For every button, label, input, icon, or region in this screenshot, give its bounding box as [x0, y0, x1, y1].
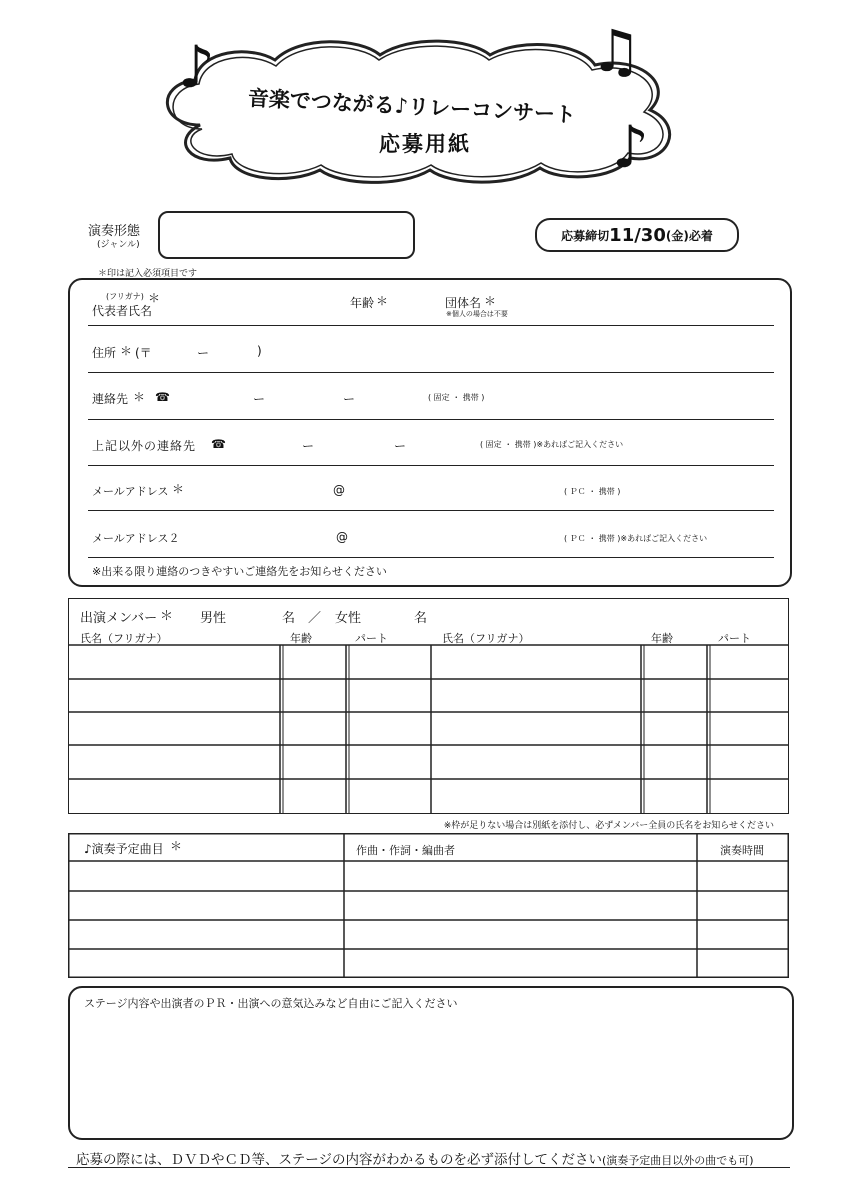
genre-label: 演奏形態 — [88, 224, 141, 239]
deadline-prefix: 応募締切 — [561, 228, 610, 243]
address-label: 住所 — [92, 346, 117, 360]
pr-label: ステージ内容や出演者のＰＲ・出演への意気込みなど自由にご記入ください — [84, 997, 458, 1010]
phone-dash-1: ー — [253, 392, 266, 406]
event-title: 音楽でつながる♪リレーコンサート — [247, 86, 577, 128]
song-time-input[interactable] — [700, 864, 786, 888]
postal-dash: ー — [197, 346, 210, 360]
footer-sub: (演奏予定曲目以外の曲でも可) — [601, 1154, 754, 1167]
songs-required-mark: ＊ — [170, 839, 183, 853]
members-required-mark: ＊ — [160, 609, 174, 624]
count-slash: ／ — [308, 611, 322, 626]
music-note-icon: ♪ — [178, 33, 216, 101]
name-required-mark: ＊ — [148, 291, 161, 305]
phone2-type: ( 固定 ・ 携帯 )※あればご記入ください — [480, 440, 624, 449]
divider — [88, 465, 774, 466]
contact-label: 連絡先 — [92, 392, 129, 406]
other-contact-label: 上記以外の連絡先 — [92, 439, 197, 453]
genre-input[interactable] — [164, 216, 407, 252]
representative-name-label: 代表者氏名 — [92, 304, 153, 318]
phone2-dash-1: ー — [302, 439, 315, 453]
footer-main: 応募の際には、ＤＶＤやＣＤ等、ステージの内容がわかるものを必ず添付してください — [76, 1152, 602, 1168]
member-part-input[interactable] — [712, 650, 786, 676]
address-input[interactable] — [270, 340, 770, 364]
email-label: メールアドレス — [92, 485, 169, 498]
divider — [88, 557, 774, 558]
col-part-left: パート — [355, 632, 388, 645]
email-local-input[interactable] — [200, 479, 330, 501]
phone-dash-2: ー — [343, 392, 356, 406]
email2-at: @ — [336, 530, 348, 544]
email2-local-input[interactable] — [200, 526, 330, 548]
email2-domain-input[interactable] — [352, 526, 552, 548]
col-age-right: 年齢 — [651, 632, 673, 645]
members-note: ※枠が足りない場合は別紙を添付し、必ずメンバー全員の氏名をお知らせください — [443, 821, 774, 831]
member-name-input[interactable] — [436, 650, 638, 676]
divider — [88, 510, 774, 511]
representative-name-input[interactable] — [170, 300, 340, 322]
col-age-left: 年齢 — [290, 632, 312, 645]
group-name-input[interactable] — [525, 300, 765, 322]
email-at: @ — [333, 483, 345, 497]
female-unit: 名 — [414, 611, 428, 626]
member-age-input[interactable] — [648, 650, 703, 676]
phone2-dash-2: ー — [394, 439, 407, 453]
postal-close: ) — [257, 344, 262, 358]
col-name-right: 氏名（フリガナ） — [442, 632, 530, 645]
music-note-icon-2: ♪ — [612, 113, 650, 181]
deadline-badge — [535, 218, 739, 252]
male-label: 男性 — [200, 611, 227, 626]
male-count-input[interactable] — [235, 604, 280, 624]
divider — [88, 325, 774, 326]
email2-label: メールアドレス２ — [92, 532, 180, 545]
age-label: 年齢 — [350, 296, 375, 310]
phone-type: ( 固定 ・ 携帯 ) — [428, 393, 485, 402]
age-required-mark: ＊ — [376, 294, 389, 308]
female-label: 女性 — [335, 611, 362, 626]
email-type: ( ＰＣ ・ 携帯 ) — [564, 487, 621, 496]
pr-textarea[interactable] — [78, 1015, 780, 1131]
footer-note — [76, 1148, 754, 1168]
email-domain-input[interactable] — [350, 479, 550, 501]
deadline-suffix: 必着 — [688, 228, 713, 243]
contact-note: ※出来る限り連絡のつきやすいご連絡先をお知らせください — [92, 565, 387, 578]
col-name-left: 氏名（フリガナ） — [80, 632, 168, 645]
deadline-date: 11/30 — [609, 224, 666, 246]
form-title: 応募用紙 — [379, 132, 471, 156]
song-title-input[interactable] — [72, 864, 342, 888]
group-name-label: 団体名 — [445, 296, 482, 310]
genre-sub-label: (ジャンル) — [97, 240, 140, 250]
col-time: 演奏時間 — [720, 844, 764, 857]
male-unit: 名 — [282, 611, 296, 626]
member-name-input[interactable] — [72, 650, 277, 676]
female-count-input[interactable] — [370, 604, 412, 624]
beamed-notes-icon: ♫ — [590, 17, 642, 85]
deadline-day: (金) — [665, 228, 689, 243]
song-composer-input[interactable] — [348, 864, 694, 888]
email-required-mark: ＊ — [172, 482, 185, 496]
col-composer: 作曲・作詞・編曲者 — [356, 844, 455, 857]
group-required-mark: ＊ — [484, 294, 497, 308]
songs-title: ♪演奏予定曲目 — [84, 842, 164, 856]
divider — [88, 372, 774, 373]
members-title: 出演メンバー — [80, 611, 158, 626]
group-note: ※個人の場合は不要 — [446, 310, 508, 318]
phone-icon: ☎ — [155, 390, 170, 404]
divider — [88, 419, 774, 420]
email2-type: ( ＰＣ ・ 携帯 )※あればご記入ください — [564, 534, 708, 543]
name-ruby: (フリガナ) — [106, 292, 144, 301]
member-age-input[interactable] — [287, 650, 342, 676]
col-part-right: パート — [718, 632, 751, 645]
member-part-input[interactable] — [352, 650, 428, 676]
age-input[interactable] — [392, 300, 442, 322]
address-required-mark: ＊ — [120, 344, 133, 358]
postal-open: (〒 — [135, 346, 152, 360]
contact-required-mark: ＊ — [133, 390, 146, 404]
footer-underline — [68, 1167, 790, 1168]
required-note: ＊印は記入必須項目です — [98, 269, 198, 279]
phone-icon-2: ☎ — [211, 437, 226, 451]
